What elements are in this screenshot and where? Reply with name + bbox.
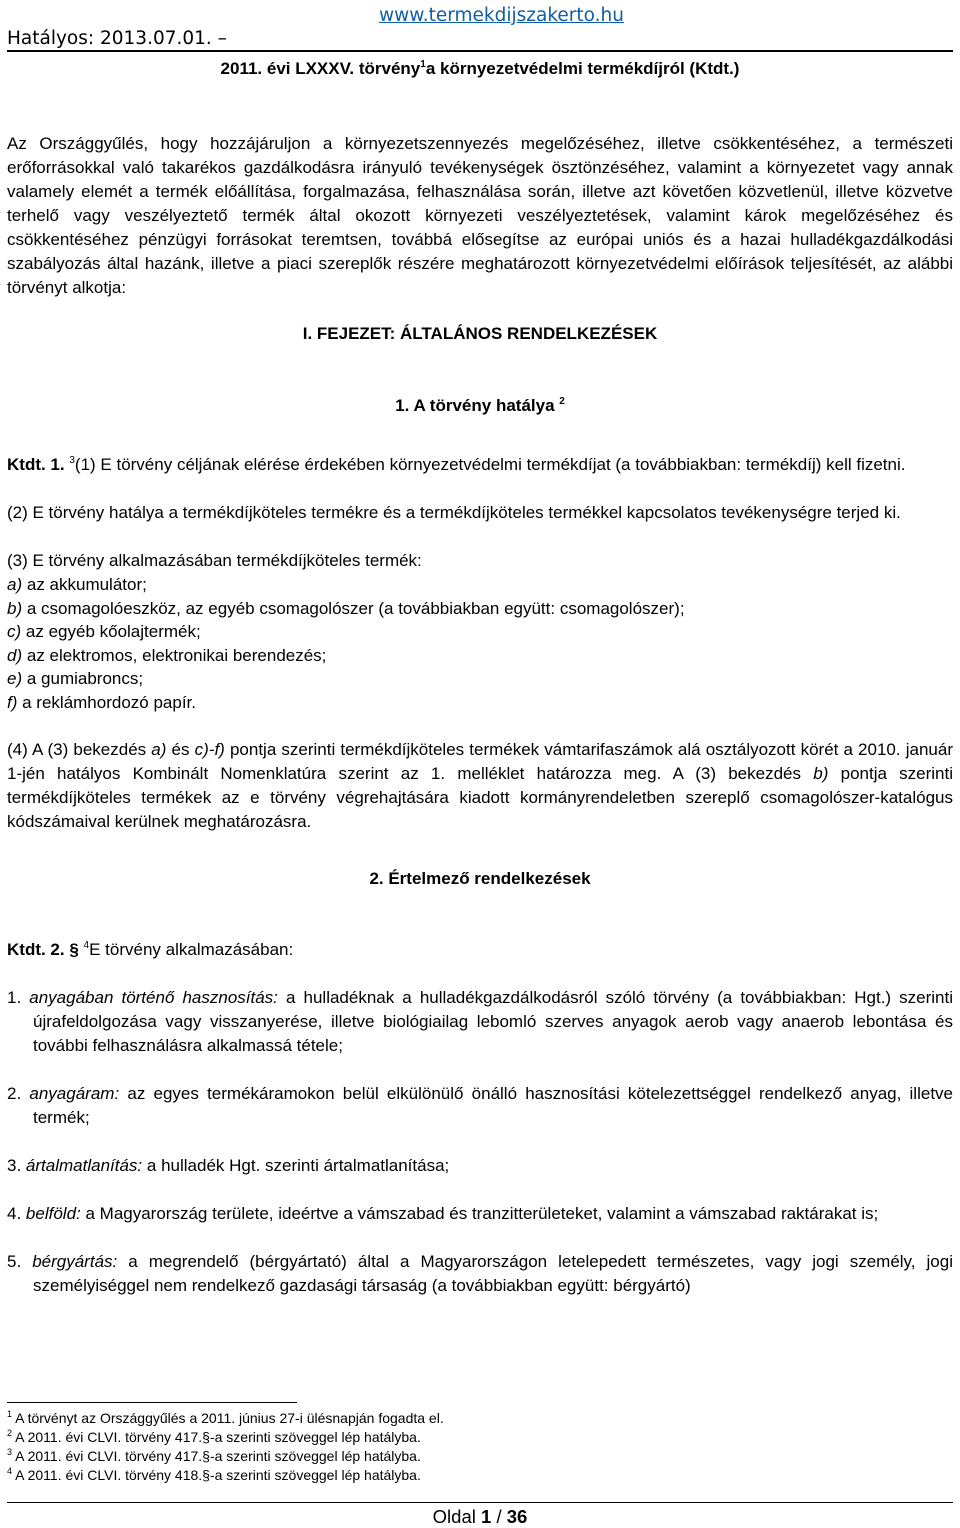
article-1-paragraph-1: Ktdt. 1. $^3$(1) E törvény céljának elérése érdekében környezetvédelmi termékdíjat (a továbbiakban: termékdíj) kell fizetni. [7, 455, 906, 474]
definition-list [7, 986, 953, 1298]
article-1-paragraph-2: (2) E törvény hatálya a termékdíjköteles termékre és a termékdíjköteles termékkel kapcsolatos tevékenységre terjed ki. [7, 503, 901, 522]
footnote-separator [7, 1402, 297, 1403]
footnote-ref-2[interactable]: 2 [559, 396, 565, 407]
footnote-ref-4[interactable]: 4 [83, 940, 90, 951]
footnotes [7, 1409, 907, 1485]
footnote: $^1$ A törvényt az Országgyűlés a 2011. június 27-i ülésnapján fogadta el. [7, 1409, 444, 1426]
definition-item: 5. bérgyártás: a megrendelő (bérgyártató) által a Magyarországon letelepedett természetes, vagy jogi személy, jogi személyiséggel nem rendelkező gazdasági társaság (a továbbiakban együtt: bérgyártó) [7, 1252, 953, 1295]
product-list [7, 573, 953, 714]
list-item: f) a reklámhordozó papír. [7, 692, 197, 712]
definition-item: 1. anyagában történő hasznosítás: a hulladéknak a hulladékgazdálkodásról szóló törvény (a továbbiakban: Hgt.) szerinti újrafeldolgozása vagy visszanyerése, illetve biológiailag lebomló szerves anyagok aerob vagy anaerob lebontása és további felhasználásra alkalmassá tétele; [7, 988, 953, 1055]
footnote: $^2$ A 2011. évi CLVI. törvény 417.§-a szerinti szöveggel lép hatályba. [7, 1428, 421, 1445]
footnote-ref-1[interactable]: 1 [420, 59, 426, 70]
section-heading-2: 2. Értelmező rendelkezések [369, 869, 591, 888]
website-link[interactable]: www.termekdijszakerto.hu [379, 5, 624, 26]
document-title: 2011. évi LXXXV. törvény$^1$a környezetvédelmi termékdíjról (Ktdt.) [220, 59, 740, 78]
article-1-paragraph-4: (4) A (3) bekezdés a) és c)-f) pontja szerinti termékdíjköteles termékek vámtarifaszámok alá osztályozott körét a 2010. január 1-jén hatályos Kombinált Nomenklatúra szerint az 1. melléklet határozza meg. A (3) bekezdés b) pontja szerinti termékdíjköteles termékek az e törvény végrehajtására kiadott kormányrendeletben szereplő csomagolószer-katalógus kódszámaival kerülnek meghatározásra. [7, 740, 954, 831]
footer-separator [7, 1502, 953, 1503]
footnote-ref-3[interactable]: 3 [69, 455, 75, 466]
article-1-paragraph-3-intro: (3) E törvény alkalmazásában termékdíjköteles termék: [7, 551, 422, 570]
section-heading-1: 1. A törvény hatálya $^2$ [395, 396, 565, 415]
article-2-intro: Ktdt. 2. § $^4$E törvény alkalmazásában: [7, 940, 294, 959]
footnote: $^4$ A 2011. évi CLVI. törvény 418.§-a szerinti szöveggel lép hatályba. [7, 1466, 421, 1483]
list-item: d) az elektromos, elektronikai berendezés; [7, 645, 327, 665]
list-item: e) a gumiabroncs; [7, 669, 144, 688]
effective-date: Hatályos: 2013.07.01. – [7, 28, 227, 49]
chapter-heading: I. FEJEZET: ÁLTALÁNOS RENDELKEZÉSEK [302, 324, 658, 343]
document-body [7, 58, 953, 1298]
page-header [7, 0, 953, 52]
footnote: $^3$ A 2011. évi CLVI. törvény 417.§-a szerinti szöveggel lép hatályba. [7, 1447, 421, 1464]
page-number: 1 [481, 1506, 492, 1527]
definition-item: 3. ártalmatlanítás: a hulladék Hgt. szerinti ártalmatlanítása; [7, 1156, 450, 1175]
list-item: b) a csomagolóeszköz, az egyéb csomagolószer (a továbbiakban együtt: csomagolószer); [7, 598, 685, 618]
list-item: a) az akkumulátor; [7, 575, 147, 594]
page-footer: Oldal 1 / 36 [432, 1506, 528, 1527]
definition-item: 4. belföld: a Magyarország területe, ideértve a vámszabad és tranzitterületeket, valamint a vámszabad raktárakat is; [7, 1204, 879, 1223]
list-item: c) az egyéb kőolajtermék; [7, 622, 201, 641]
page-total: 36 [506, 1506, 528, 1527]
preamble: Az Országgyűlés, hogy hozzájáruljon a környezetszennyezés megelőzéséhez, illetve csökkentéséhez, a természeti erőforrásokkal való takarékos gazdálkodásra irányuló tevékenységek ösztönzéséhez, valamint a környezetet vagy annak valamely elemét a termék előállítása, forgalmazása, felhasználása során, illetve azt követően közvetlenül, illetve közvetve terhelő vagy veszélyeztető termék által okozott környezeti veszélyeztetések, valamint károk megelőzéséhez és csökkentéséhez pénzügyi forrásokat teremtsen, továbbá elősegítse az európai uniós és a hazai hulladékgazdálkodási szabályozás által hazánk, illetve a piaci szereplők részére meghatározott környezetvédelmi előírások teljesítését, az alábbi törvényt alkotja: [7, 134, 953, 297]
definition-item: 2. anyagáram: az egyes termékáramokon belül elkülönülő önálló hasznosítási kötelezettséggel rendelkező anyag, illetve termék; [7, 1084, 953, 1127]
